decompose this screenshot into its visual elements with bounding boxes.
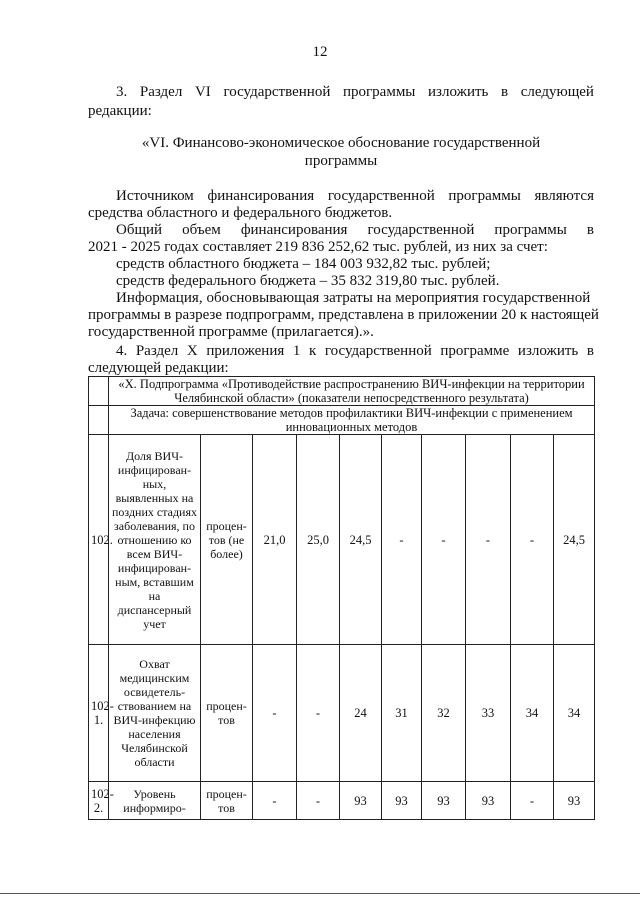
- word: X: [186, 343, 198, 359]
- word: к: [308, 343, 317, 359]
- bottom-rule: [0, 893, 640, 894]
- word: программы: [494, 222, 567, 238]
- paragraph5-line1: Информация, обосновывающая затраты на мероприятия государственной: [116, 290, 591, 306]
- subprogram-title: «X. Подпрограмма «Противодействие распространению ВИЧ-инфекции на территории Челябинской области» (показатели непосредственного результата): [109, 377, 595, 406]
- paragraph2-line2: 2021 - 2025 годах составляет 219 836 252,62 тыс. рублей, из них за счет:: [88, 239, 548, 255]
- value-cell: 93: [466, 782, 511, 820]
- paragraph1-line2: средства областного и федерального бюджетов.: [88, 205, 393, 221]
- value-cell: 93: [554, 782, 595, 820]
- value-cell: 34: [554, 645, 595, 782]
- value-cell: 93: [382, 782, 422, 820]
- word: 4.: [116, 343, 128, 359]
- word: Раздел: [135, 343, 179, 359]
- word: в: [586, 222, 594, 238]
- task-row: [89, 406, 595, 435]
- value-cell: -: [511, 435, 554, 645]
- table-row: [89, 645, 595, 782]
- value-cell: 32: [422, 645, 466, 782]
- value-cell: 24,5: [554, 435, 595, 645]
- value-cell: -: [511, 782, 554, 820]
- value-cell: -: [253, 645, 297, 782]
- value-cell: 34: [511, 645, 554, 782]
- value-cell: -: [253, 782, 297, 820]
- indicators-table: [88, 376, 595, 820]
- regional-budget-line: средств областного бюджета – 184 003 932,82 тыс. рублей;: [116, 256, 491, 272]
- value-cell: 33: [466, 645, 511, 782]
- unit: процен-тов (не более): [201, 435, 253, 645]
- word: Источником: [116, 188, 194, 204]
- value-cell: 93: [422, 782, 466, 820]
- word: изложить: [517, 343, 579, 359]
- value-cell: 21,0: [253, 435, 297, 645]
- word: приложения: [206, 343, 285, 359]
- value-cell: 31: [382, 645, 422, 782]
- table-row: [89, 782, 595, 820]
- item4-line2: следующей редакции:: [88, 360, 229, 376]
- word: финансирования: [207, 188, 315, 204]
- word: государственной: [367, 222, 475, 238]
- section-title-line1: «VI. Финансово-экономическое обоснование государственной: [141, 135, 541, 151]
- word: в: [586, 343, 594, 359]
- word: государственной: [327, 188, 435, 204]
- word: государственной: [324, 343, 432, 359]
- item4-line1: [116, 343, 594, 360]
- value-cell: 24,5: [340, 435, 382, 645]
- word: Раздел: [139, 84, 183, 100]
- subprogram-row: [89, 377, 595, 406]
- value-cell: -: [382, 435, 422, 645]
- value-cell: 24: [340, 645, 382, 782]
- word: объем: [182, 222, 221, 238]
- word: программе: [440, 343, 510, 359]
- page-number: 12: [312, 44, 328, 60]
- word: следующей: [520, 84, 594, 100]
- word: государственной: [223, 84, 331, 100]
- word: программы: [448, 188, 521, 204]
- word: Общий: [116, 222, 163, 238]
- indicator-name: Уровень информиро-: [109, 782, 201, 820]
- word: 1: [292, 343, 301, 359]
- item3-line2: редакции:: [88, 103, 152, 119]
- paragraph1-line1: [116, 188, 594, 205]
- value-cell: 93: [340, 782, 382, 820]
- item3-line1: [116, 84, 594, 101]
- section-title-line2: программы: [304, 153, 378, 169]
- paragraph5-line2: программы в разрезе подпрограмм, представлена в приложении 20 к настоящей: [88, 307, 599, 323]
- table-row: [89, 435, 595, 645]
- word: являются: [534, 188, 594, 204]
- value-cell: -: [297, 645, 340, 782]
- word: финансирования: [240, 222, 348, 238]
- unit: процен-тов: [201, 782, 253, 820]
- paragraph5-line3: государственной программе (прилагается).».: [88, 324, 374, 340]
- value-cell: -: [466, 435, 511, 645]
- task-title: Задача: совершенствование методов профилактики ВИЧ-инфекции с применением инновационных методов: [109, 406, 595, 435]
- value-cell: -: [422, 435, 466, 645]
- paragraph2-line1: [116, 222, 594, 239]
- word: в: [501, 84, 509, 100]
- row-number: 102-2.: [89, 782, 109, 820]
- word: изложить: [428, 84, 489, 100]
- value-cell: -: [297, 782, 340, 820]
- indicator-name: Доля ВИЧ-инфицирован-ных, выявленных на поздних стадиях заболевания, по отношению ко всем ВИЧ-инфицирован-ным, вставшим на диспансерный учет: [109, 435, 201, 645]
- federal-budget-line: средств федерального бюджета – 35 832 319,80 тыс. рублей.: [116, 273, 500, 289]
- word: 3.: [116, 84, 128, 100]
- row-number: 102.: [89, 435, 109, 645]
- indicator-name: Охват медицинским освидетель-ствованием на ВИЧ-инфекцию населения Челябинской области: [109, 645, 201, 782]
- row-number: 102-1.: [89, 645, 109, 782]
- word: VI: [194, 84, 211, 100]
- value-cell: 25,0: [297, 435, 340, 645]
- word: программы: [342, 84, 416, 100]
- unit: процен-тов: [201, 645, 253, 782]
